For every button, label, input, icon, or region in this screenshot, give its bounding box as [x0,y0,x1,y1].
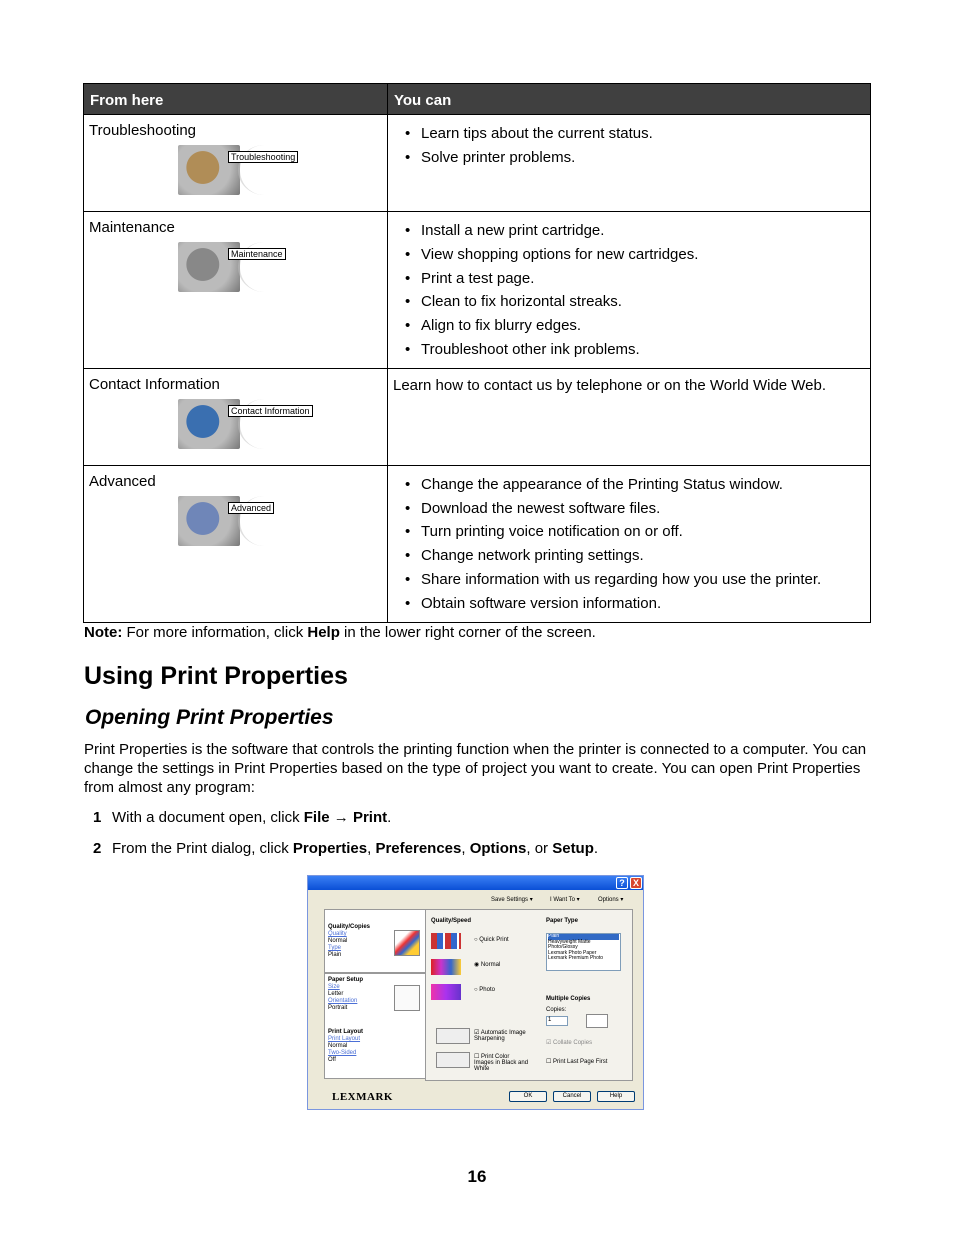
note-help: Help [307,624,340,641]
step-text: . [387,809,392,826]
section-paper-setup[interactable] [328,977,363,1012]
list-item: • View shopping options for new cartridges. [405,243,865,267]
section-quality-copies[interactable] [328,924,370,959]
row-actions-cell [388,115,871,212]
list-item: • Clean to fix horizontal streaks. [405,290,865,314]
list-item: • Align to fix blurry edges. [405,314,865,338]
step-text: Preferences [375,840,462,857]
action-list [393,122,865,170]
copies-input[interactable]: 1 [546,1016,568,1026]
heading-using-print-properties: Using Print Properties [84,662,348,690]
section-line[interactable]: Size [328,984,340,990]
list-item: • Troubleshoot other ink problems. [405,338,865,362]
step-2 [93,840,598,857]
section-line[interactable]: Quality [328,931,347,937]
copies-label: Copies: [546,1007,567,1013]
section-line[interactable]: Orientation [328,998,358,1004]
dialog-left-panel [324,909,426,1079]
help-icon[interactable]: ? [616,877,628,889]
last-page-first-checkbox[interactable]: ☐ Print Last Page First [546,1059,608,1065]
list-item: • Obtain software version information. [405,592,865,616]
note [84,624,596,641]
maintenance-thumbnail [178,242,290,292]
row-label-cell [84,368,388,465]
thumbnail-tag: Maintenance [228,248,286,260]
sharpen-icon [436,1028,470,1044]
step-number: 1 [93,809,102,826]
step-text: , [367,840,376,857]
dialog-right-panel [425,909,633,1081]
row-label-contact-information: Contact Information [89,375,220,393]
list-item: • Download the newest software files. [405,497,865,521]
step-text: With a document open, click [112,809,304,826]
step-text: From the Print dialog, click [112,840,293,857]
contact-information-thumbnail [178,399,310,449]
step-text: Options [469,840,527,857]
paper-type-item[interactable]: Plain [548,934,619,940]
section-line: Portrait [328,1005,348,1011]
troubleshooting-thumbnail [178,145,296,195]
row-label-cell [84,212,388,369]
menu-save-settings[interactable]: Save Settings ▾ [491,897,533,903]
page-number: 16 [467,1167,487,1186]
normal-option[interactable]: ◉ Normal [474,962,501,968]
quick-print-option[interactable]: ○ Quick Print [474,937,509,943]
dialog-titlebar [308,876,643,890]
col-header-from-here: From here [84,84,388,115]
paper-type-label: Paper Type [546,918,578,924]
list-item: • Install a new print cartridge. [405,219,865,243]
auto-sharpen-checkbox[interactable]: ☑ Automatic Image Sharpening [474,1030,526,1042]
thumbnail-tag: Contact Information [228,405,313,417]
help-button[interactable]: Help [597,1091,635,1102]
paper-type-item[interactable]: Lexmark Premium Photo [548,955,604,962]
list-item: • Change network printing settings. [405,544,865,568]
list-item: • Turn printing voice notification on or off. [405,520,865,544]
list-item: • Share information with us regarding how you use the printer. [405,568,865,592]
section-print-layout[interactable] [328,1029,363,1064]
feature-table [83,83,871,623]
normal-icon [431,959,461,975]
thumbnail-tag: Troubleshooting [228,151,298,163]
paper-type-item[interactable]: Lexmark Photo Paper [548,949,597,956]
row-actions-cell [388,212,871,369]
section-line[interactable]: Print Layout [328,1036,361,1042]
close-icon[interactable]: X [630,877,642,889]
col-header-you-can: You can [388,84,871,115]
quick-print-icon [431,933,461,949]
cancel-button[interactable]: Cancel [553,1091,591,1102]
row-label-advanced: Advanced [89,472,156,490]
section-title: Paper Setup [328,977,364,983]
step-1 [93,809,391,826]
section-line: Normal [328,938,348,944]
section-line[interactable]: Two-Sided [328,1050,357,1056]
step-text: Setup [552,840,594,857]
section-line: Plain [328,952,342,958]
list-item: • Print a test page. [405,267,865,291]
menu-options[interactable]: Options ▾ [598,897,624,903]
print-bw-checkbox[interactable]: ☐ Print Color Images in Black and White [474,1054,529,1072]
note-text-end: in the lower right corner of the screen. [339,624,596,641]
ok-button[interactable]: OK [509,1091,547,1102]
menu-i-want-to[interactable]: I Want To ▾ [550,897,580,903]
step-text: Properties [292,840,368,857]
list-item: • Learn tips about the current status. [405,122,865,146]
section-line: Off [328,1057,336,1063]
advanced-thumbnail [178,496,290,546]
row-actions-cell [388,465,871,622]
table-row [84,368,871,465]
step-text: Print [352,809,388,826]
section-title: Print Layout [328,1029,364,1035]
collate-icon [586,1014,608,1028]
section-title: Quality/Copies [328,924,371,930]
step-text: . [593,840,599,857]
thumbnail-tag: Advanced [228,502,274,514]
section-line[interactable]: Type [328,945,342,951]
table-row [84,212,871,369]
black-white-icon [436,1052,470,1068]
photo-option[interactable]: ○ Photo [474,987,495,993]
print-properties-screenshot [307,875,644,1110]
paper-icon [394,985,420,1011]
list-item: • Solve printer problems. [405,146,865,170]
section-line: Normal [328,1043,348,1049]
step-number: 2 [93,840,102,857]
collate-checkbox[interactable]: ☑ Collate Copies [546,1040,593,1046]
table-row [84,465,871,622]
row-label-maintenance: Maintenance [89,219,175,236]
intro-paragraph: Print Properties is the software that controls the printing function when the printer is connected to a computer. You can change the settings in Print Properties based on the type of project you want to create. You can open Print Properties from almost any program: [84,741,867,796]
paper-type-list[interactable] [546,933,621,971]
action-list [393,473,865,616]
photo-icon [431,984,461,1000]
note-text: For more information, click [122,624,308,641]
step-text: , or [526,840,553,857]
action-text: Learn how to contact us by telephone or on the World Wide Web. [393,376,827,394]
action-list [393,219,865,362]
quality-speed-label: Quality/Speed [431,918,472,924]
heading-opening-print-properties: Opening Print Properties [85,706,334,729]
step-text: File [303,809,330,826]
row-label-troubleshooting: Troubleshooting [89,122,197,139]
list-item: • Change the appearance of the Printing Status window. [405,473,865,497]
multiple-copies-label: Multiple Copies [546,996,591,1002]
step-text: → [329,809,353,826]
note-lead: Note: [84,624,123,641]
paper-type-item[interactable]: Heavyweight Matte [548,938,591,945]
quality-icon [394,930,420,956]
table-row [84,115,871,212]
paper-type-item[interactable]: Photo/Glossy [548,944,578,951]
row-actions-cell [388,368,871,465]
dialog-bottom-bar [308,1085,644,1109]
row-label-cell [84,465,388,622]
lexmark-logo: LEXMARK [332,1091,393,1103]
section-line: Letter [328,991,344,997]
step-text: , [461,840,470,857]
row-label-cell [84,115,388,212]
